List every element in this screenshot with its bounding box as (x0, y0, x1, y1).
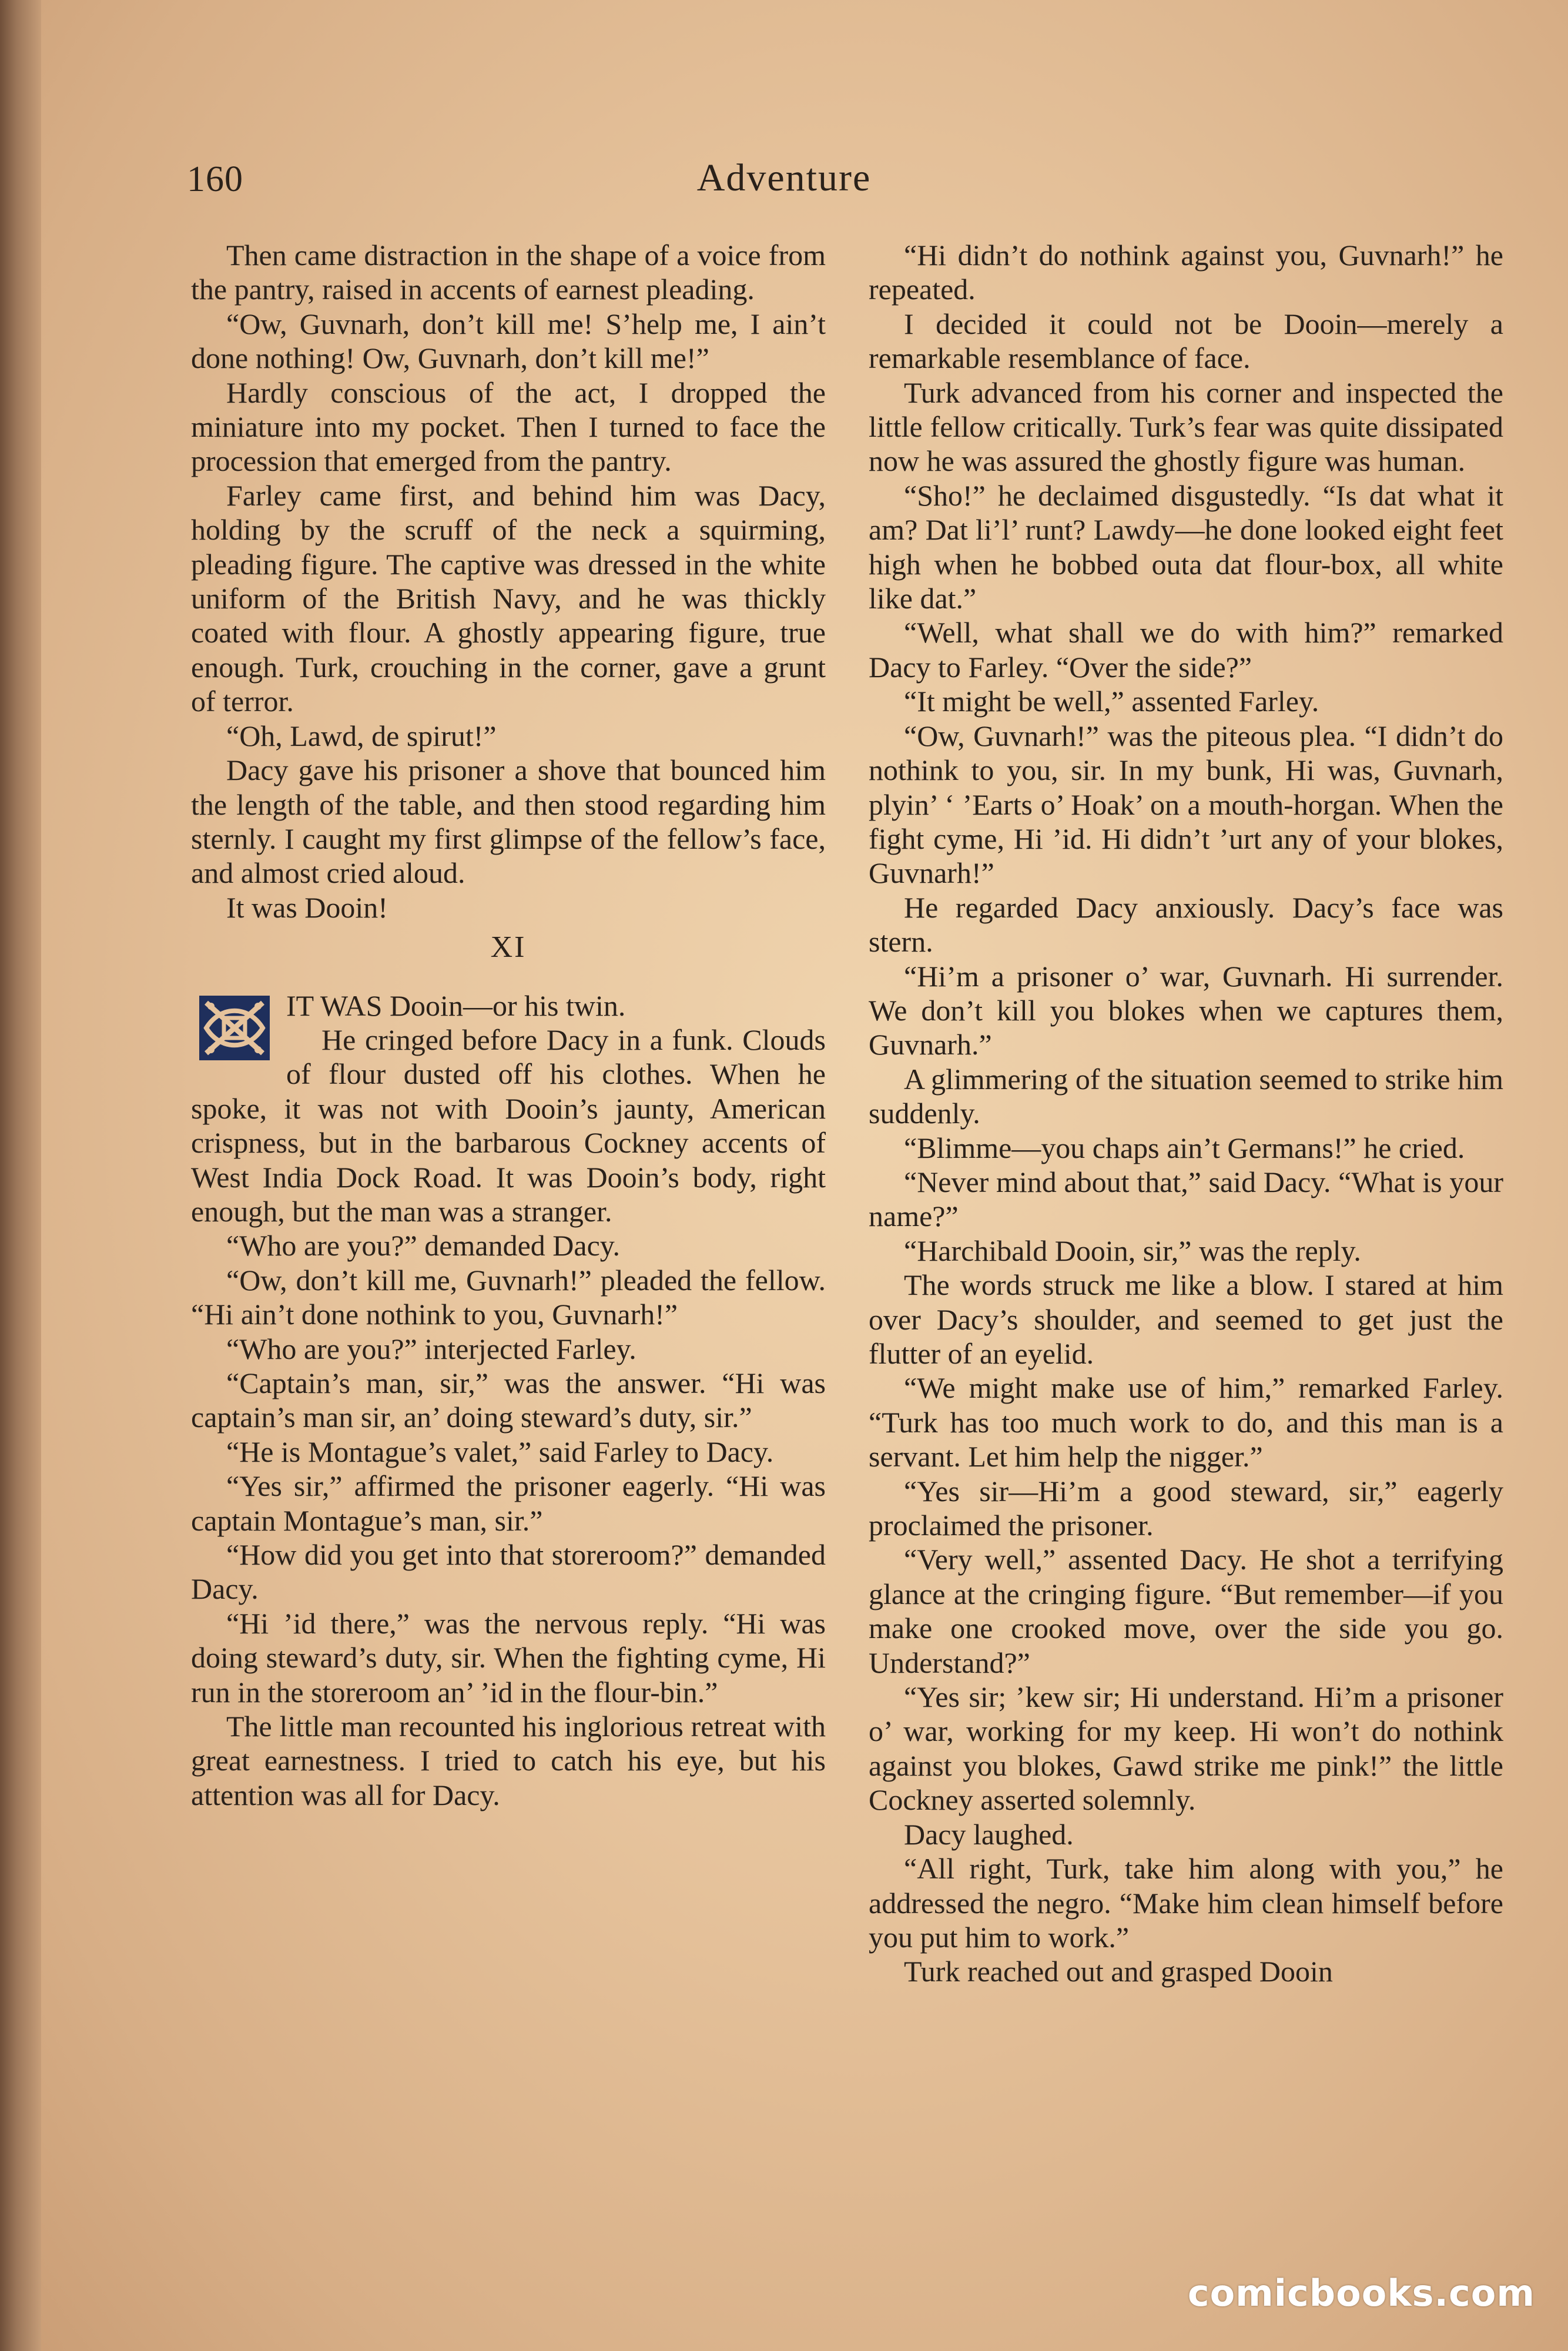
paragraph: “Hi ’id there,” was the nervous reply. “Hi was doing steward’s duty, sir. When the fighting cyme, Hi run in the storeroom an’ ’id in the flour-bin.” (191, 1606, 826, 1709)
paragraph: “Yes sir,” affirmed the prisoner eagerly. “Hi was captain Montague’s man, sir.” (191, 1469, 826, 1537)
paragraph: “Ow, don’t kill me, Guvnarh!” pleaded the fellow. “Hi ain’t done nothink to you, Guvnarh!” (191, 1263, 826, 1331)
left-column (191, 238, 826, 1812)
paragraph: Turk advanced from his corner and inspected the little fellow critically. Turk’s fear was quite dissipated now he was assured the ghostly figure was human. (869, 376, 1503, 478)
dropcap-paragraph: IT WAS Dooin—or his twin. (286, 989, 626, 1022)
running-title: Adventure (696, 156, 872, 199)
paragraph: “It might be well,” assented Farley. (904, 685, 1319, 718)
paragraph: “Blimme—you chaps ain’t Germans!” he cried. (904, 1131, 1465, 1164)
paragraph: “Very well,” assented Dacy. He shot a terrifying glance at the cringing figure. “But remember—if you make one crooked move, over the side you go. Understand?” (869, 1543, 1503, 1679)
paragraph: “Harchibald Dooin, sir,” was the reply. (904, 1234, 1361, 1267)
paragraph: Then came distraction in the shape of a voice from the pantry, raised in accents of earnest pleading. (191, 239, 826, 306)
watermark: comicbooks.com (1187, 2272, 1535, 2315)
paragraph: Dacy gave his prisoner a shove that bounced him the length of the table, and then stood regarding him sternly. I caught my first glimpse of the fellow’s face, and almost cried aloud. (191, 753, 826, 890)
paragraph: “How did you get into that storeroom?” demanded Dacy. (191, 1538, 826, 1606)
paragraph: “Ow, Guvnarh, don’t kill me! S’help me, I ain’t done nothing! Ow, Guvnarh, don’t kill me!” (191, 307, 826, 375)
paragraph: He regarded Dacy anxiously. Dacy’s face was stern. (869, 890, 1503, 959)
paragraph: “He is Montague’s valet,” said Farley to Dacy. (226, 1435, 774, 1468)
paragraph: “Captain’s man, sir,” was the answer. “Hi was captain’s man sir, an’ doing steward’s duty, sir.” (191, 1367, 826, 1434)
paragraph: The words struck me like a blow. I stared at him over Dacy’s shoulder, and seemed to get just the flutter of an eyelid. (869, 1268, 1503, 1370)
page-number: 160 (187, 159, 243, 199)
paragraph: It was Dooin! (226, 890, 388, 924)
paragraph: “Well, what shall we do with him?” remarked Dacy to Farley. “Over the side?” (869, 616, 1503, 684)
paragraph: Dacy laughed. (904, 1817, 1074, 1851)
paragraph: “Sho!” he declaimed disgustedly. “Is dat what it am? Dat li’l’ runt? Lawdy—he done looked eight feet high when he bobbed outa dat flour-box, all white like dat.” (869, 478, 1503, 615)
paragraph: “Ow, Guvnarh!” was the piteous plea. “I didn’t do nothink to you, sir. In my bunk, Hi was, Guvnarh, plyin’ ‘ ’Earts o’ Hoak’ on a mouth-horgan. When the fight cyme, Hi ’id. Hi didn’t ’urt any of your blokes, Guvnarh!” (869, 719, 1503, 890)
right-column (869, 238, 1503, 1989)
paragraph: “Hi’m a prisoner o’ war, Guvnarh. Hi surrender. We don’t kill you blokes when we captures them, Guvnarh.” (869, 959, 1503, 1061)
paragraph: The little man recounted his inglorious retreat with great earnestness. I tried to catch his eye, but his attention was all for Dacy. (191, 1710, 826, 1811)
paragraph: Turk reached out and grasped Dooin (904, 1955, 1333, 1988)
paragraph: “Hi didn’t do nothink against you, Guvnarh!” he repeated. (869, 239, 1503, 306)
paragraph: “Yes sir—Hi’m a good steward, sir,” eagerly proclaimed the prisoner. (869, 1474, 1503, 1542)
paragraph: Farley came first, and behind him was Dacy, holding by the scruff of the neck a squirming, pleading figure. The captive was dressed in the white uniform of the British Navy, and he was thickly coated with flour. A ghostly appearing figure, true enough. Turk, crouching in the corner, gave a grunt of terror. (191, 478, 826, 718)
page-spine-shadow (0, 0, 41, 2351)
paragraph: A glimmering of the situation seemed to strike him suddenly. (869, 1062, 1503, 1130)
paragraph: “Who are you?” demanded Dacy. (226, 1229, 621, 1262)
paragraph: I decided it could not be Dooin—merely a remarkable resemblance of face. (869, 307, 1503, 375)
paragraph: He cringed before Dacy in a funk. Clouds of flour dusted off his clothes. When he spoke, it was not with Dooin’s jaunty, American crispness, but in the barbarous Cockney accents of West India Dock Road. It was Dooin’s body, right enough, but the man was a stranger. (191, 1023, 826, 1228)
celtic-knot-icon (197, 993, 272, 1063)
paragraph: “Oh, Lawd, de spirut!” (226, 719, 497, 752)
paragraph: “Never mind about that,” said Dacy. “What is your name?” (869, 1165, 1503, 1233)
paragraph: “Who are you?” interjected Farley. (226, 1332, 636, 1365)
paragraph: “We might make use of him,” remarked Farley. “Turk has too much work to do, and this man is a servant. Let him help the nigger.” (869, 1371, 1503, 1473)
section-heading: XI (490, 930, 527, 964)
paragraph: Hardly conscious of the act, I dropped the miniature into my pocket. Then I turned to face the procession that emerged from the pantry. (191, 376, 826, 478)
paragraph: “All right, Turk, take him along with you,” he addressed the negro. “Make him clean himself before you put him to work.” (869, 1852, 1503, 1954)
paragraph: “Yes sir; ’kew sir; Hi understand. Hi’m a prisoner o’ war, working for my keep. Hi won’t do nothink against you blokes, Gawd strike me pink!” the little Cockney asserted solemnly. (869, 1680, 1503, 1817)
